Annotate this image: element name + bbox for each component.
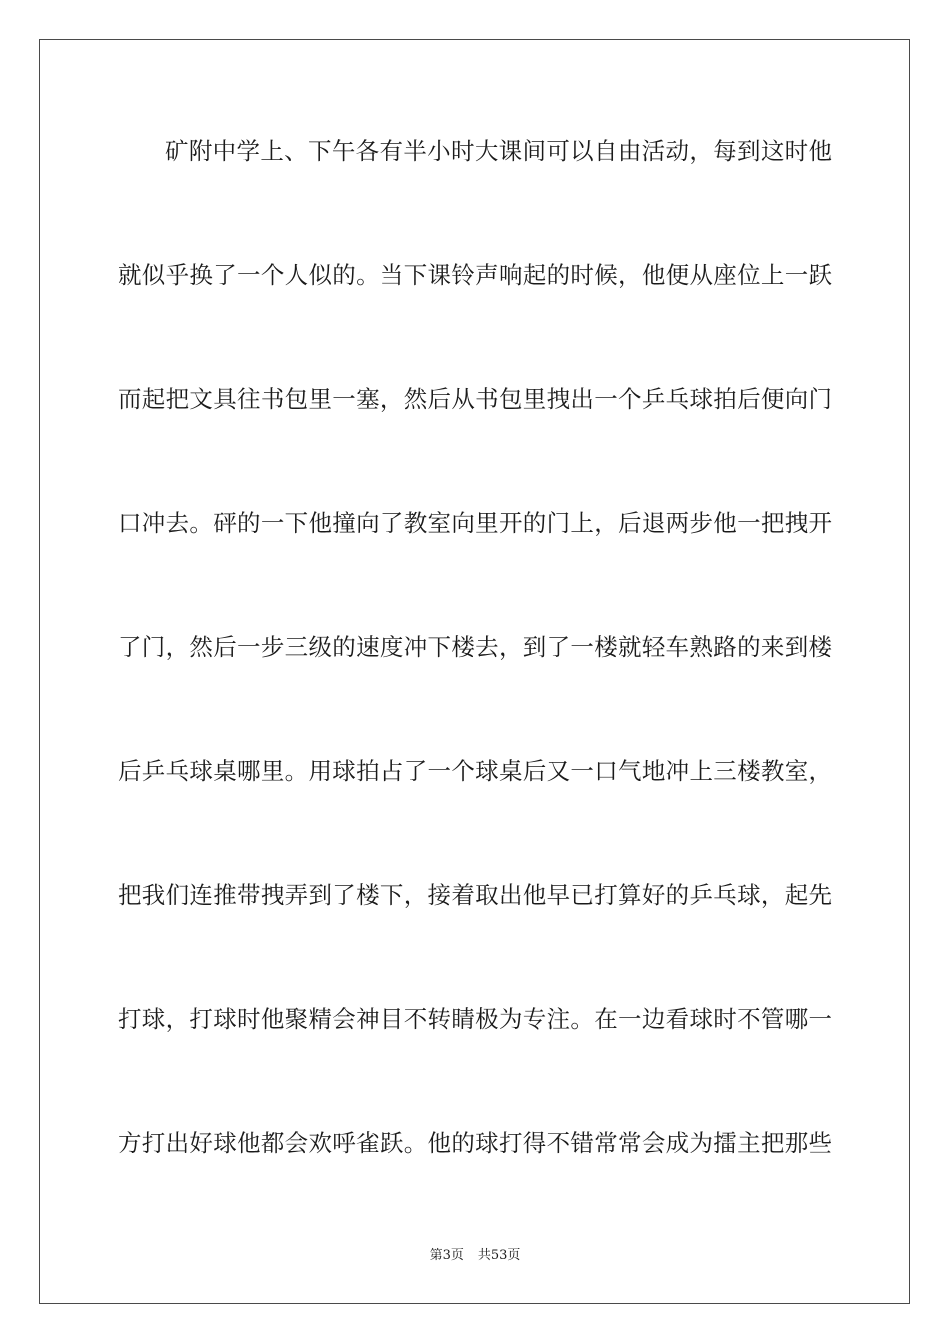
paragraph-line: 就似乎换了一个人似的。当下课铃声响起的时候，他便从座位上一跃	[118, 261, 832, 289]
paragraph-line: 后乒乓球桌哪里。用球拍占了一个球桌后又一口气地冲上三楼教室，	[118, 757, 832, 785]
page-total: 共53页	[477, 1248, 521, 1263]
paragraph-line: 把我们连推带拽弄到了楼下，接着取出他早已打算好的乒乓球，起先	[118, 881, 832, 909]
page-border	[39, 39, 910, 1304]
paragraph-line: 打球，打球时他聚精会神目不转睛极为专注。在一边看球时不管哪一	[118, 1005, 832, 1033]
page-footer	[0, 1248, 950, 1264]
paragraph-line: 方打出好球他都会欢呼雀跃。他的球打得不错常常会成为擂主把那些	[118, 1129, 832, 1157]
paragraph-line: 矿附中学上、下午各有半小时大课间可以自由活动，每到这时他	[165, 137, 832, 165]
paragraph-line: 而起把文具往书包里一塞，然后从书包里拽出一个乒乓球拍后便向门	[118, 385, 832, 413]
page-number: 第3页	[429, 1248, 464, 1263]
paragraph-line: 了门，然后一步三级的速度冲下楼去，到了一楼就轻车熟路的来到楼	[118, 633, 832, 661]
paragraph-line: 口冲去。砰的一下他撞向了教室向里开的门上，后退两步他一把拽开	[118, 509, 832, 537]
